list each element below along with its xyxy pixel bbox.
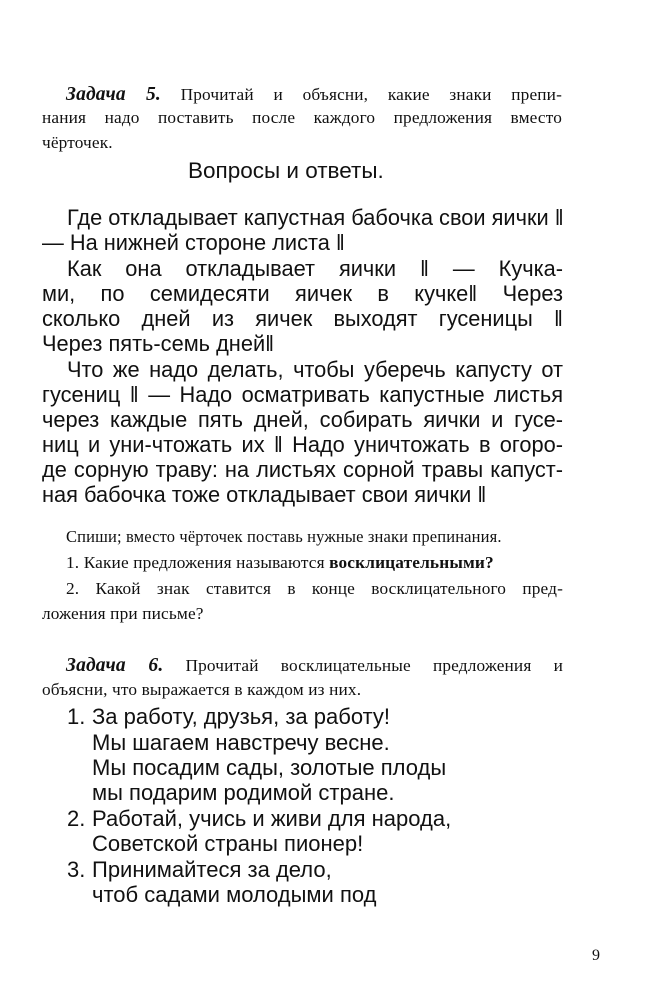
text-line-10: ниц и уни-чтожать их ‖ Надо уничтожать в огоро- — [42, 432, 563, 457]
text-line-4: ми, по семидесяти яичек в кучке‖ Через — [42, 281, 563, 306]
task5-intro-line-3: чёрточек. — [42, 133, 113, 152]
text-line-9: через каждые пять дней, собирать яички и гусе- — [42, 407, 563, 432]
text-line-5: сколько дней из яичек выходят гусеницы ‖ — [42, 306, 563, 331]
poem-1-line-1: За работу, друзья, за работу! — [92, 704, 391, 729]
section-title: Вопросы и ответы. — [188, 158, 384, 183]
poem-2-line-2: Советской страны пионер! — [92, 831, 364, 856]
poem-2-number: 2. — [67, 806, 86, 831]
text-line-8: гусениц ‖ — Надо осматривать капустные листья — [42, 382, 563, 407]
task5-intro-line-2: нания надо поставить после каждого предложения вместо — [42, 108, 562, 127]
task5-intro-line-1: Задача 5. Прочитай и объясни, какие знаки препи- — [66, 84, 562, 105]
poem-2-line-1: Работай, учись и живи для народа, — [92, 806, 452, 831]
instruction-line: Спиши; вместо чёрточек поставь нужные знаки препинания. — [66, 527, 502, 546]
task6-intro-line-2: объясни, что выражается в каждом из них. — [42, 680, 362, 699]
text-line-2: — На нижней стороне листа ‖ — [42, 230, 345, 255]
text-line-6: Через пять-семь дней‖ — [42, 331, 275, 356]
task6-label: Задача 6. — [66, 655, 164, 676]
question-1-bold-term: восклицательными? — [329, 553, 494, 572]
poem-1-line-2: Мы шагаем навстречу весне. — [92, 730, 390, 755]
poem-3-number: 3. — [67, 857, 86, 882]
poem-1-line-4: мы подарим родимой стране. — [92, 780, 395, 805]
text-line-3: Как она откладывает яички ‖ — Кучка- — [67, 256, 563, 281]
poem-3-line-1: Принимайтеся за дело, — [92, 857, 332, 882]
task5-label: Задача 5. — [66, 84, 161, 105]
text-line-7: Что же надо делать, чтобы уберечь капусту от — [67, 357, 563, 382]
task6-intro-line-1: Задача 6. Прочитай восклицательные предложения и — [66, 655, 563, 676]
question-2-line-1: 2. Какой знак ставится в конце восклицательного пред- — [66, 579, 563, 598]
poem-3-line-2: чтоб садами молодыми под — [92, 882, 377, 907]
question-1: 1. Какие предложения называются восклицательными? — [66, 553, 494, 572]
page-number: 9 — [592, 947, 601, 964]
question-2-line-2: ложения при письме? — [42, 604, 204, 623]
poem-1-number: 1. — [67, 704, 86, 729]
text-line-1: Где откладывает капустная бабочка свои яички ‖ — [67, 205, 564, 230]
text-line-11: де сорную траву: на листьях сорной травы капуст- — [42, 457, 563, 482]
poem-1-line-3: Мы посадим сады, золотые плоды — [92, 755, 447, 780]
text-line-12: ная бабочка тоже откладывает свои яички ‖ — [42, 482, 487, 507]
